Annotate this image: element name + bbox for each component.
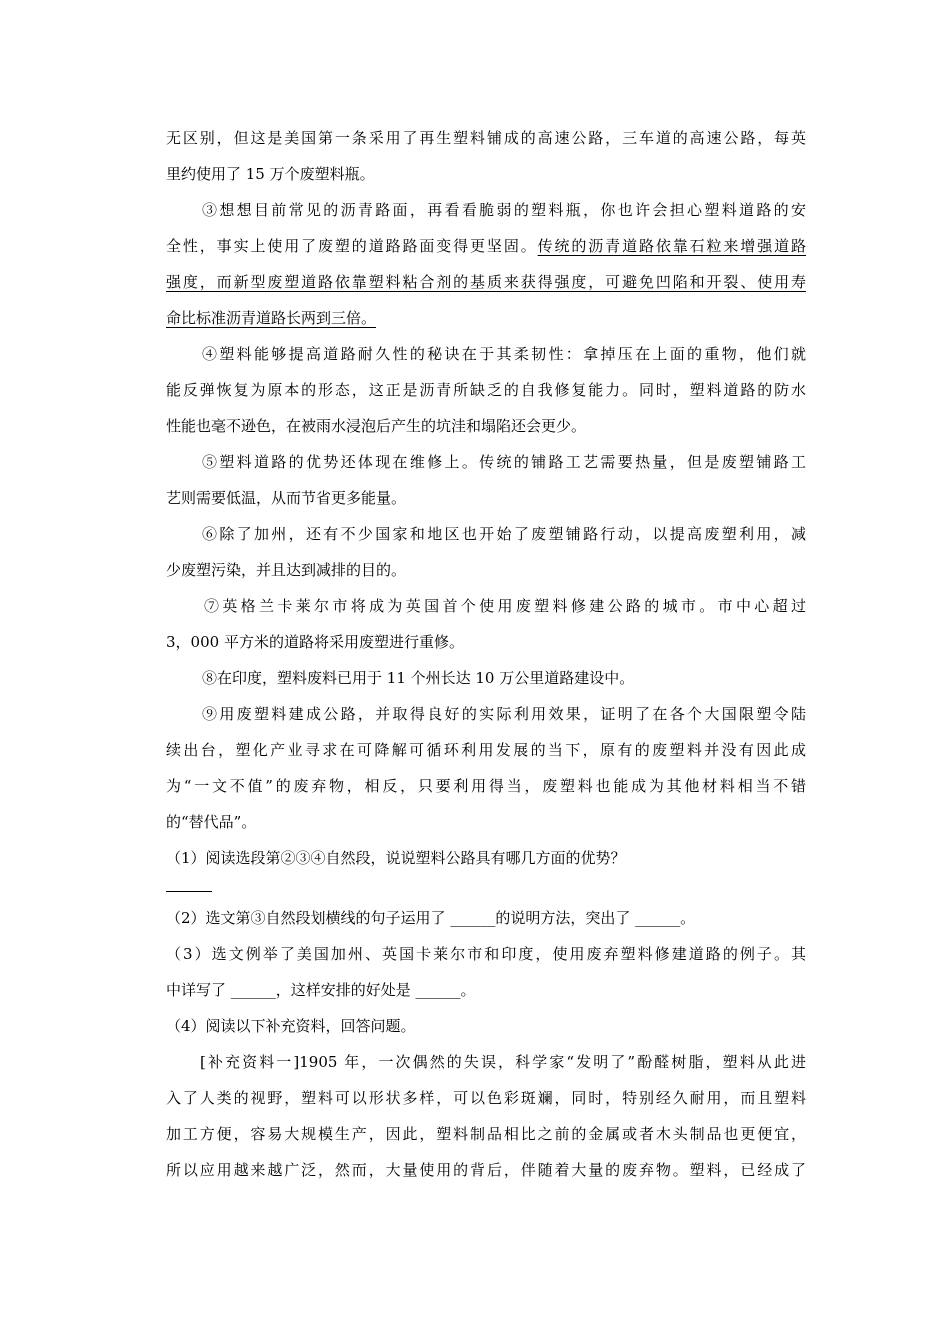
text-line: 少废塑污染，并且达到减排的目的。	[166, 561, 407, 579]
text-line: ⑦英格兰卡莱尔市将成为英国首个使用废塑料修建公路的城市。市中心超过	[204, 597, 806, 615]
text-line: 为“一文不值”的废弃物，相反，只要利用得当，废塑料也能成为其他材料相当不错	[166, 777, 806, 795]
text-line: 性能也毫不逊色，在被雨水浸泡后产生的坑洼和塌陷还会更少。	[166, 417, 587, 435]
text-line: （2）选文第③自然段划横线的句子运用了 ______的说明方法，突出了 ______。	[166, 909, 696, 927]
underlined-sentence: 命比标准沥青道路长两到三倍。	[166, 309, 377, 327]
text-line: （1）阅读选段第②③④自然段，说说塑料公路具有哪几方面的优势？	[166, 849, 626, 867]
text-line: （3）选文例举了美国加州、英国卡莱尔市和印度，使用废弃塑料修建道路的例子。其	[166, 945, 806, 963]
text-line: 能反弹恢复为原本的形态，这正是沥青所缺乏的自我修复能力。同时，塑料道路的防水	[166, 381, 806, 399]
text-line: 中详写了 ______，这样安排的好处是 ______。	[166, 981, 476, 999]
text-line: ④塑料能够提高道路耐久性的秘诀在于其柔韧性：拿掉压在上面的重物，他们就	[202, 345, 806, 363]
text-line: 续出台，塑化产业寻求在可降解可循环利用发展的当下，原有的废塑料并没有因此成	[166, 741, 806, 759]
text-line: [补充资料一]1905 年，一次偶然的失误，科学家“发明了”酚醛树脂，塑料从此进	[200, 1053, 806, 1071]
underlined-sentence: 传统的沥青道路依靠石粒来增强道路	[537, 237, 806, 255]
text-line: 里约使用了 15 万个废塑料瓶。	[166, 165, 375, 183]
text-line: 3，000 平方米的道路将采用废塑进行重修。	[166, 633, 464, 651]
text-line: ⑧在印度，塑料废料已用于 11 个州长达 10 万公里道路建设中。	[202, 669, 635, 687]
text-segment: 全性，事实上使用了废塑的道路路面变得更坚固。	[166, 237, 538, 255]
text-line: ⑥除了加州，还有不少国家和地区也开始了废塑铺路行动，以提高废塑利用，减	[202, 525, 806, 543]
text-line: 艺则需要低温，从而节省更多能量。	[166, 489, 407, 507]
text-line: 入了人类的视野，塑料可以形状多样，可以色彩斑斓，同时，特别经久耐用，而且塑料	[166, 1089, 806, 1107]
underlined-sentence: 强度，而新型废塑道路依靠塑料粘合剂的基质来获得强度，可避免凹陷和开裂、使用寿	[166, 273, 806, 291]
text-line: 的“替代品”。	[166, 813, 257, 831]
text-line: （4）阅读以下补充资料，回答问题。	[166, 1017, 416, 1035]
text-line	[166, 228, 806, 264]
text-line: 加工方便，容易大规模生产，因此，塑料制品相比之前的金属或者木头制品也更便宜，	[166, 1125, 806, 1143]
answer-blank-line	[166, 891, 212, 892]
text-line: 所以应用越来越广泛，然而，大量使用的背后，伴随着大量的废弃物。塑料，已经成了	[166, 1161, 806, 1179]
text-line: ③想想目前常见的沥青路面，再看看脆弱的塑料瓶，你也许会担心塑料道路的安	[202, 201, 806, 219]
text-line: ⑤塑料道路的优势还体现在维修上。传统的铺路工艺需要热量，但是废塑铺路工	[202, 453, 806, 471]
text-line: ⑨用废塑料建成公路，并取得良好的实际利用效果，证明了在各个大国限塑令陆	[202, 705, 806, 723]
text-line: 无区别，但这是美国第一条采用了再生塑料铺成的高速公路，三车道的高速公路，每英	[166, 129, 806, 147]
